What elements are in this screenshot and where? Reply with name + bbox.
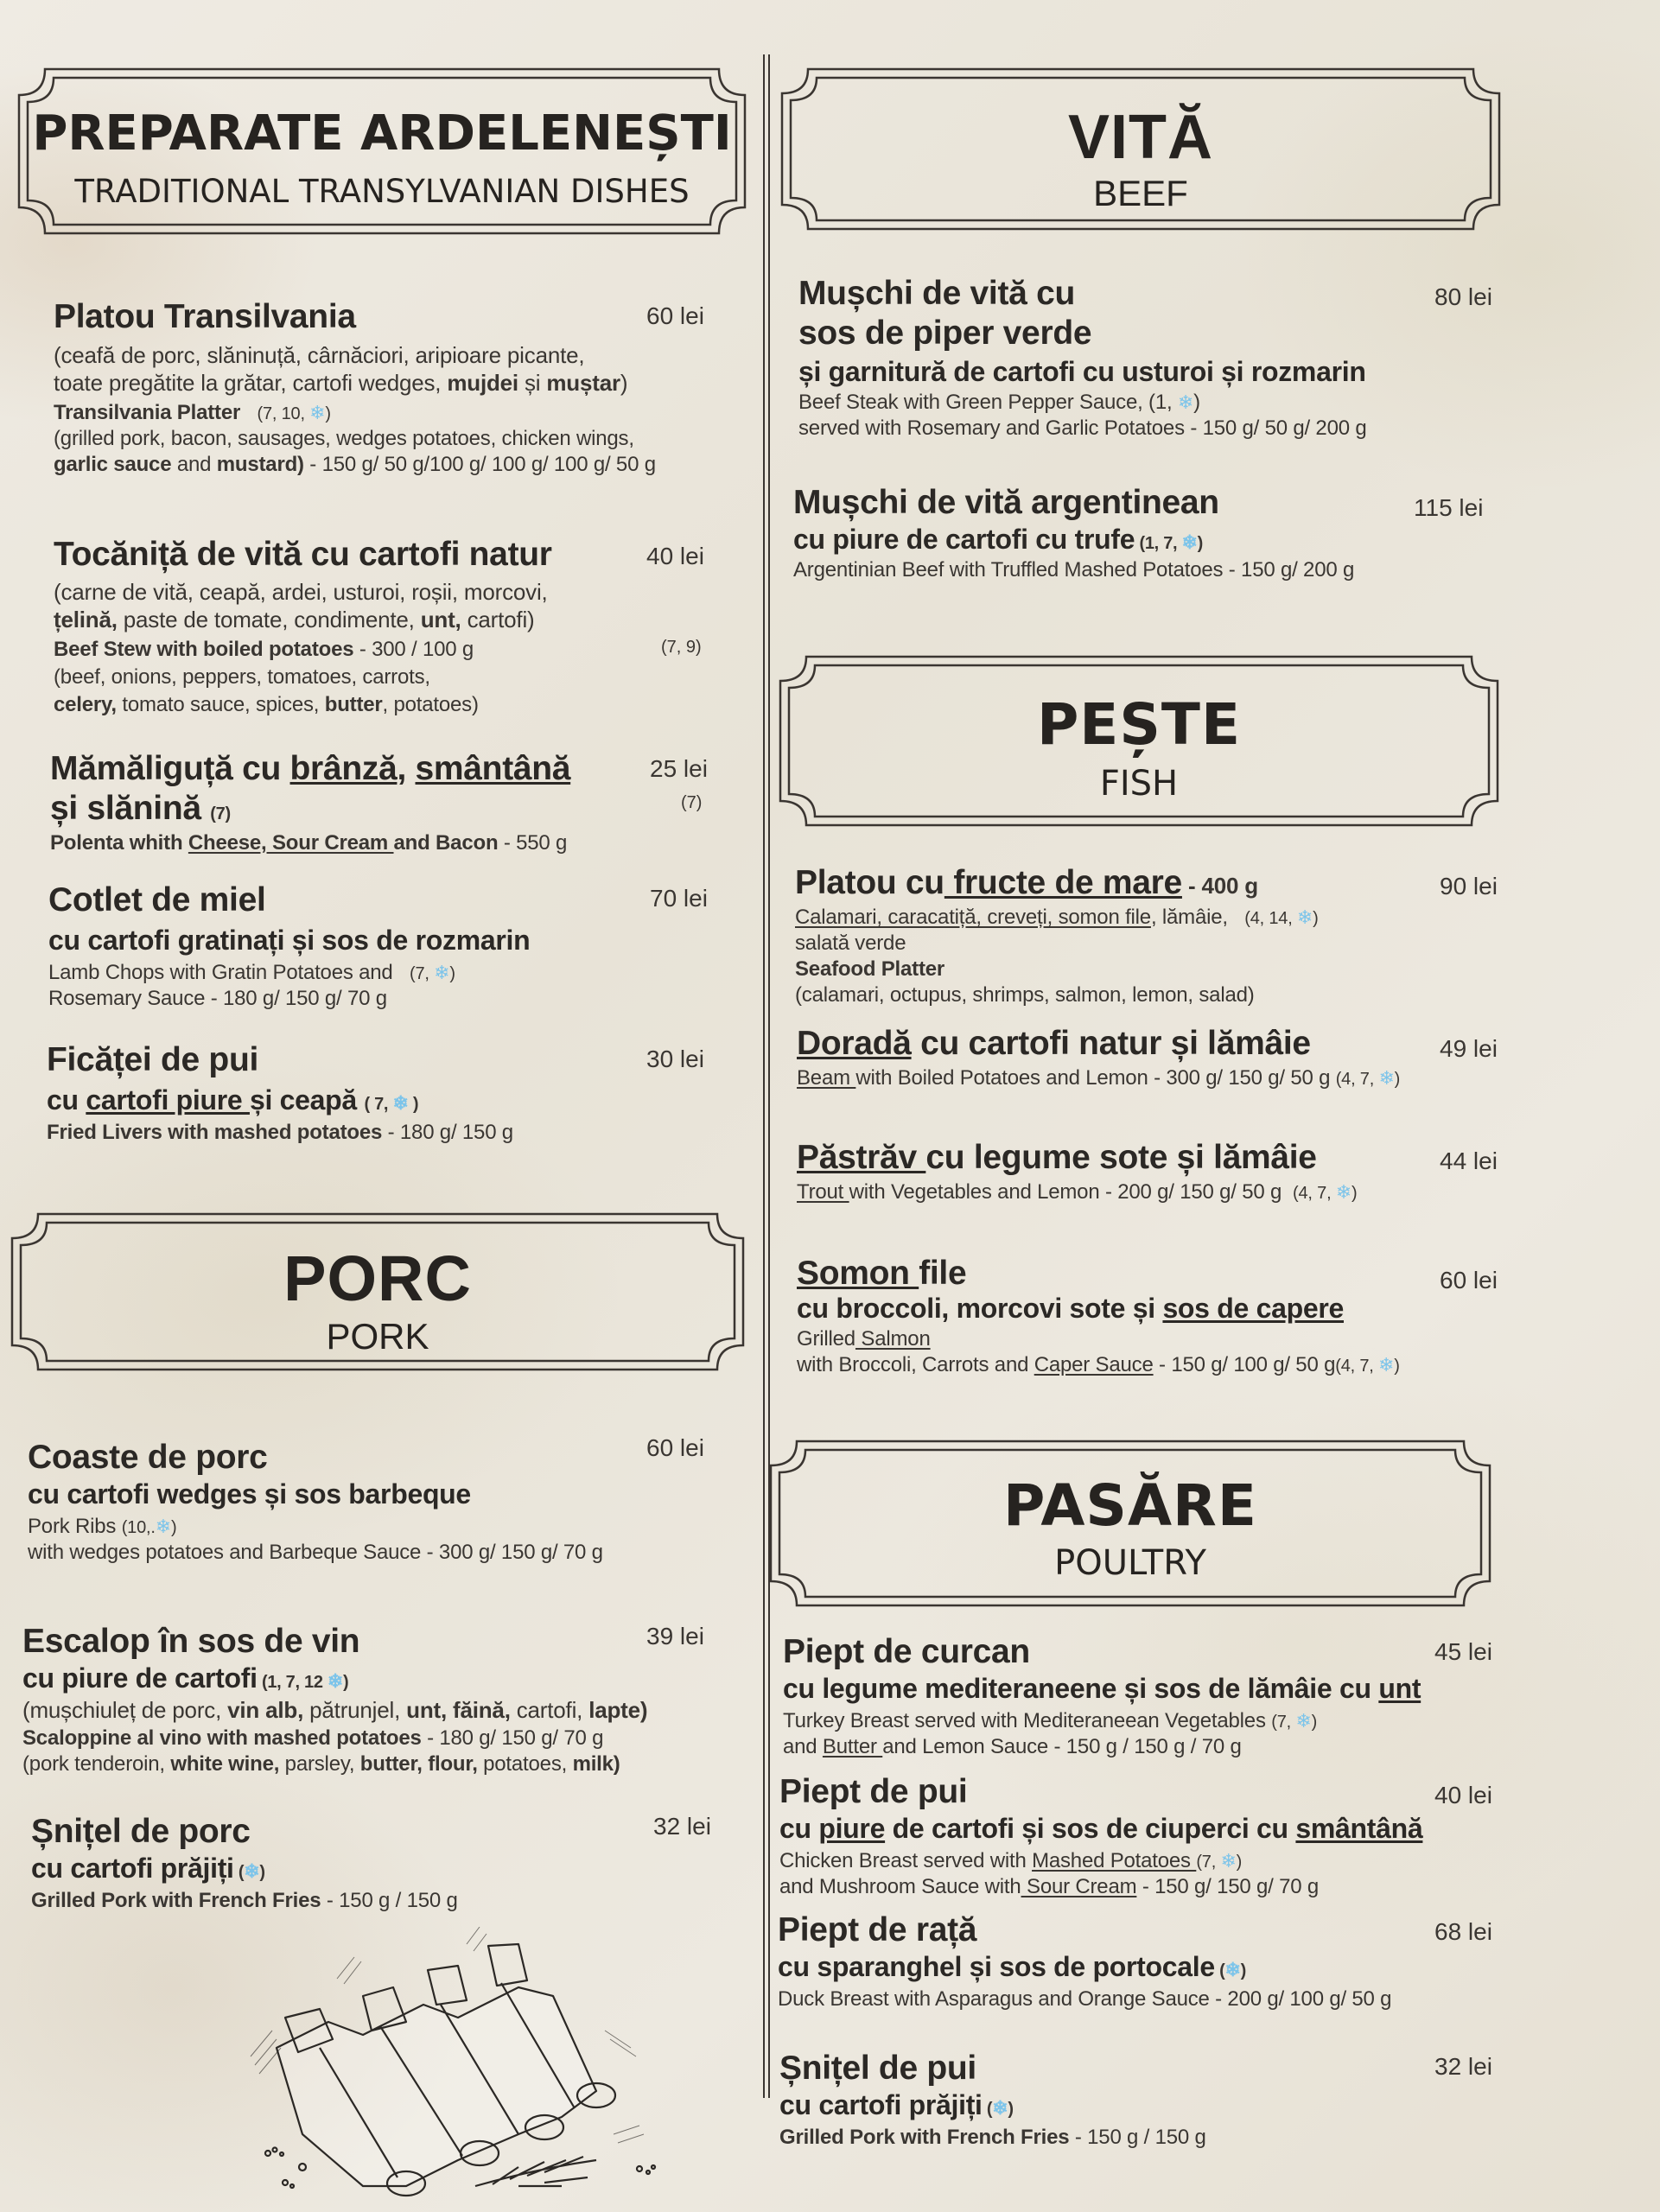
item-name-en: Grilled Pork with French Fries - 150 g / 150 g <box>31 1889 458 1912</box>
allergens: (4, 7, ❄) <box>1293 1181 1358 1203</box>
allergens: ( 7, ❄ ) <box>364 1092 419 1114</box>
item-desc-en: with Broccoli, Carrots and Caper Sauce - 150 g/ 100 g/ 50 g(4, 7, ❄) <box>797 1353 1400 1376</box>
item-price: 60 lei <box>646 302 704 329</box>
item-desc-en: and Mushroom Sauce with Sour Cream - 150 g/ 150 g/ 70 g <box>779 1875 1320 1898</box>
item-name-en: Grilled Pork with French Fries - 150 g / 150 g <box>779 2126 1206 2149</box>
item-name: Escalop în sos de vin <box>22 1623 360 1660</box>
frozen-icon: ❄ <box>244 1860 260 1882</box>
allergens: (4, 7, ❄) <box>1335 1354 1400 1376</box>
item-price: 115 lei <box>1414 494 1484 521</box>
item-desc-en: (pork tenderoin, white wine, parsley, butter, flour, potatoes, milk) <box>22 1752 620 1776</box>
item-subtitle: cu sparanghel și sos de portocale (❄) <box>778 1951 1246 1982</box>
item-desc-ro: (ceafă de porc, slăninuță, cârnăciori, aripioare picante, <box>54 342 585 368</box>
frozen-icon: ❄ <box>1377 1354 1395 1376</box>
item-name: Doradă cu cartofi natur și lămâie <box>797 1025 1311 1062</box>
allergens: (7, ❄) <box>1196 1850 1243 1872</box>
column-divider <box>763 54 770 2098</box>
frozen-icon: ❄ <box>1181 531 1198 553</box>
item-price: 70 lei <box>650 885 708 912</box>
section-header-pork <box>12 1214 743 1370</box>
item-desc-en: and Butter and Lemon Sauce - 150 g / 150 g / 70 g <box>783 1735 1242 1758</box>
section-subtitle: PORK <box>326 1316 429 1357</box>
allergens: (7, ❄) <box>409 962 455 983</box>
item-name-en: Scaloppine al vino with mashed potatoes - 180 g/ 150 g/ 70 g <box>22 1726 604 1750</box>
allergens: (1, 7, ❄) <box>1135 531 1204 553</box>
frozen-icon: ❄ <box>434 962 450 983</box>
item-price: 44 lei <box>1440 1147 1498 1174</box>
item-name: Cotlet de miel <box>48 881 266 918</box>
item-name: Somon file <box>797 1255 967 1292</box>
section-title: VITĂ <box>1067 103 1213 172</box>
item-name-line2: și slănină (7) <box>50 790 231 827</box>
item-price: 49 lei <box>1440 1035 1498 1062</box>
item-subtitle: cu broccoli, morcovi sote și sos de capere <box>797 1293 1344 1324</box>
item-desc-en: Beam with Boiled Potatoes and Lemon - 300 g/ 150 g/ 50 g (4, 7, ❄) <box>797 1066 1401 1090</box>
item-desc-ro: Calamari, caracatiță, creveți, somon file, lămâie, (4, 14, ❄) <box>795 906 1319 929</box>
allergens: (4, 14, ❄) <box>1244 906 1319 928</box>
item-desc-en: (beef, onions, peppers, tomatoes, carrots, <box>54 665 430 689</box>
section-title: PORC <box>283 1243 472 1314</box>
item-desc-en: celery, tomato sauce, spices, butter, potatoes) <box>54 693 479 716</box>
item-price: 32 lei <box>1434 2053 1492 2080</box>
item-desc-en: (calamari, octupus, shrimps, salmon, lemon, salad) <box>795 983 1255 1007</box>
item-desc-ro: țelină, paste de tomate, condimente, unt, cartofi) <box>54 607 535 632</box>
item-subtitle: cu cartofi piure și ceapă ( 7, ❄ ) <box>47 1084 419 1116</box>
item-desc-en: with wedges potatoes and Barbeque Sauce - 300 g/ 150 g/ 70 g <box>28 1541 603 1564</box>
allergens: (❄) <box>1214 1959 1246 1980</box>
section-subtitle: POULTRY <box>1054 1543 1206 1583</box>
item-price: 40 lei <box>646 543 704 569</box>
frozen-icon: ❄ <box>1295 1710 1312 1732</box>
item-name: Piept de curcan <box>783 1633 1030 1670</box>
section-subtitle: FISH <box>1099 764 1179 804</box>
item-name: Mămăliguță cu brânză, smântână <box>50 750 571 787</box>
allergens: (10,.❄) <box>121 1516 177 1537</box>
item-name-en: Beef Stew with boiled potatoes - 300 / 100 g <box>54 638 474 661</box>
item-price: 40 lei <box>1434 1782 1492 1808</box>
item-price: 25 lei <box>650 755 708 782</box>
allergens: (1, 7, 12 ❄) <box>257 1670 349 1692</box>
item-name: Mușchi de vită argentinean <box>793 484 1219 521</box>
item-price: 39 lei <box>646 1623 704 1649</box>
pork-ribs-illustration-icon <box>233 1927 683 2203</box>
item-desc-en: Lamb Chops with Gratin Potatoes and (7, ❄) <box>48 961 455 984</box>
item-price: 90 lei <box>1440 873 1498 899</box>
item-name: Coaste de porc <box>28 1439 268 1476</box>
allergens: (❄) <box>233 1860 265 1882</box>
item-name-en: Polenta whith Cheese, Sour Cream and Bacon - 550 g <box>50 831 568 855</box>
item-name: Păstrăv cu legume sote și lămâie <box>797 1139 1317 1176</box>
frozen-icon: ❄ <box>1296 906 1313 928</box>
frozen-icon: ❄ <box>1335 1181 1352 1203</box>
allergens: (4, 7, ❄) <box>1335 1067 1401 1089</box>
item-desc-en: Duck Breast with Asparagus and Orange Sauce - 200 g/ 100 g/ 50 g <box>778 1987 1392 2011</box>
allergens: (7) <box>681 793 703 812</box>
item-subtitle: cu legume mediteraneene și sos de lămâie cu unt <box>783 1673 1421 1704</box>
item-price: 45 lei <box>1434 1638 1492 1665</box>
item-name: Piept de rață <box>778 1911 977 1948</box>
allergens: (7, 10, ❄) <box>257 402 331 423</box>
frozen-icon: ❄ <box>1220 1850 1237 1872</box>
item-name-en: Seafood Platter <box>795 957 945 981</box>
item-desc-en: Pork Ribs (10,.❄) <box>28 1515 177 1538</box>
item-desc-en: garlic sauce and mustard) - 150 g/ 50 g/100 g/ 100 g/ 100 g/ 50 g <box>54 453 656 476</box>
item-desc-en: Trout with Vegetables and Lemon - 200 g/ 150 g/ 50 g (4, 7, ❄) <box>797 1180 1358 1204</box>
allergens: (7, 9) <box>661 638 702 657</box>
item-desc-en: Turkey Breast served with Mediteraneean Vegetables (7, ❄) <box>783 1709 1318 1732</box>
item-name: Ficăței de pui <box>47 1041 259 1078</box>
section-title: PEȘTE <box>1036 691 1242 758</box>
section-header-fish <box>780 657 1498 825</box>
item-desc-ro: toate pregătite la grătar, cartofi wedges, mujdei și muștar) <box>54 370 628 396</box>
item-desc-en: served with Rosemary and Garlic Potatoes - 150 g/ 50 g/ 200 g <box>798 416 1367 440</box>
section-header-beef <box>782 69 1499 229</box>
section-header-poultry <box>771 1441 1490 1605</box>
item-name: Șnițel de porc <box>31 1813 251 1850</box>
allergens: (❄) <box>982 2097 1014 2119</box>
section-subtitle: TRADITIONAL TRANSYLVANIAN DISHES <box>74 173 690 210</box>
item-desc-en: Grilled Salmon <box>797 1327 931 1351</box>
frozen-icon: ❄ <box>309 402 326 423</box>
section-header-transylvanian <box>19 69 745 233</box>
item-name: Platou Transilvania <box>54 298 356 335</box>
item-name: Platou cu fructe de mare - 400 g <box>795 864 1258 901</box>
item-price: 30 lei <box>646 1046 704 1072</box>
section-title: PREPARATE ARDELENEȘTI <box>32 105 732 162</box>
item-price: 60 lei <box>1440 1267 1498 1294</box>
item-desc-en: Argentinian Beef with Truffled Mashed Potatoes - 150 g/ 200 g <box>793 558 1355 582</box>
item-desc-en: (grilled pork, bacon, sausages, wedges potatoes, chicken wings, <box>54 427 634 450</box>
frozen-icon: ❄ <box>1224 1959 1241 1980</box>
frozen-icon: ❄ <box>327 1670 344 1692</box>
item-price: 80 lei <box>1434 283 1492 310</box>
item-desc-en: Rosemary Sauce - 180 g/ 150 g/ 70 g <box>48 987 387 1010</box>
frozen-icon: ❄ <box>992 2097 1008 2119</box>
frozen-icon: ❄ <box>392 1092 409 1114</box>
item-subtitle: cu cartofi gratinați și sos de rozmarin <box>48 925 531 956</box>
item-desc-ro: (mușchiuleț de porc, vin alb, pătrunjel, unt, făină, cartofi, lapte) <box>22 1697 648 1723</box>
item-price: 68 lei <box>1434 1918 1492 1945</box>
item-subtitle: cu cartofi prăjiți (❄) <box>31 1853 265 1884</box>
item-subtitle: cu cartofi wedges și sos barbeque <box>28 1478 471 1510</box>
section-subtitle: BEEF <box>1093 173 1188 213</box>
item-name: Piept de pui <box>779 1773 968 1810</box>
item-price: 32 lei <box>653 1813 711 1840</box>
frozen-icon: ❄ <box>1378 1067 1395 1089</box>
section-title: PASĂRE <box>1003 1472 1257 1539</box>
item-subtitle: și garnitură de cartofi cu usturoi și rozmarin <box>798 356 1366 387</box>
item-price: 60 lei <box>646 1434 704 1461</box>
allergens: (7, ❄) <box>1271 1710 1318 1732</box>
item-desc-ro: salată verde <box>795 931 906 955</box>
item-name: Tocăniță de vită cu cartofi natur <box>54 536 552 573</box>
item-subtitle: cu piure de cartofi și sos de ciuperci cu smântână <box>779 1813 1423 1844</box>
item-name: Mușchi de vită cu <box>798 275 1075 312</box>
item-name-en: Transilvania Platter (7, 10, ❄) <box>54 401 331 424</box>
item-desc-en: Beef Steak with Green Pepper Sauce, (1, ❄) <box>798 391 1200 414</box>
item-desc-ro: (carne de vită, ceapă, ardei, usturoi, roșii, morcovi, <box>54 579 548 605</box>
item-subtitle: cu cartofi prăjiți (❄) <box>779 2089 1014 2120</box>
item-name-en: Fried Livers with mashed potatoes - 180 g/ 150 g <box>47 1121 513 1144</box>
item-desc-en: Chicken Breast served with Mashed Potatoes (7, ❄) <box>779 1849 1243 1872</box>
item-name: Șnițel de pui <box>779 2050 976 2087</box>
frozen-icon: ❄ <box>1177 391 1194 413</box>
item-name-line2: sos de piper verde <box>798 315 1092 352</box>
item-subtitle: cu piure de cartofi cu trufe (1, 7, ❄) <box>793 524 1204 555</box>
frozen-icon: ❄ <box>155 1516 171 1537</box>
item-subtitle: cu piure de cartofi (1, 7, 12 ❄) <box>22 1662 349 1694</box>
